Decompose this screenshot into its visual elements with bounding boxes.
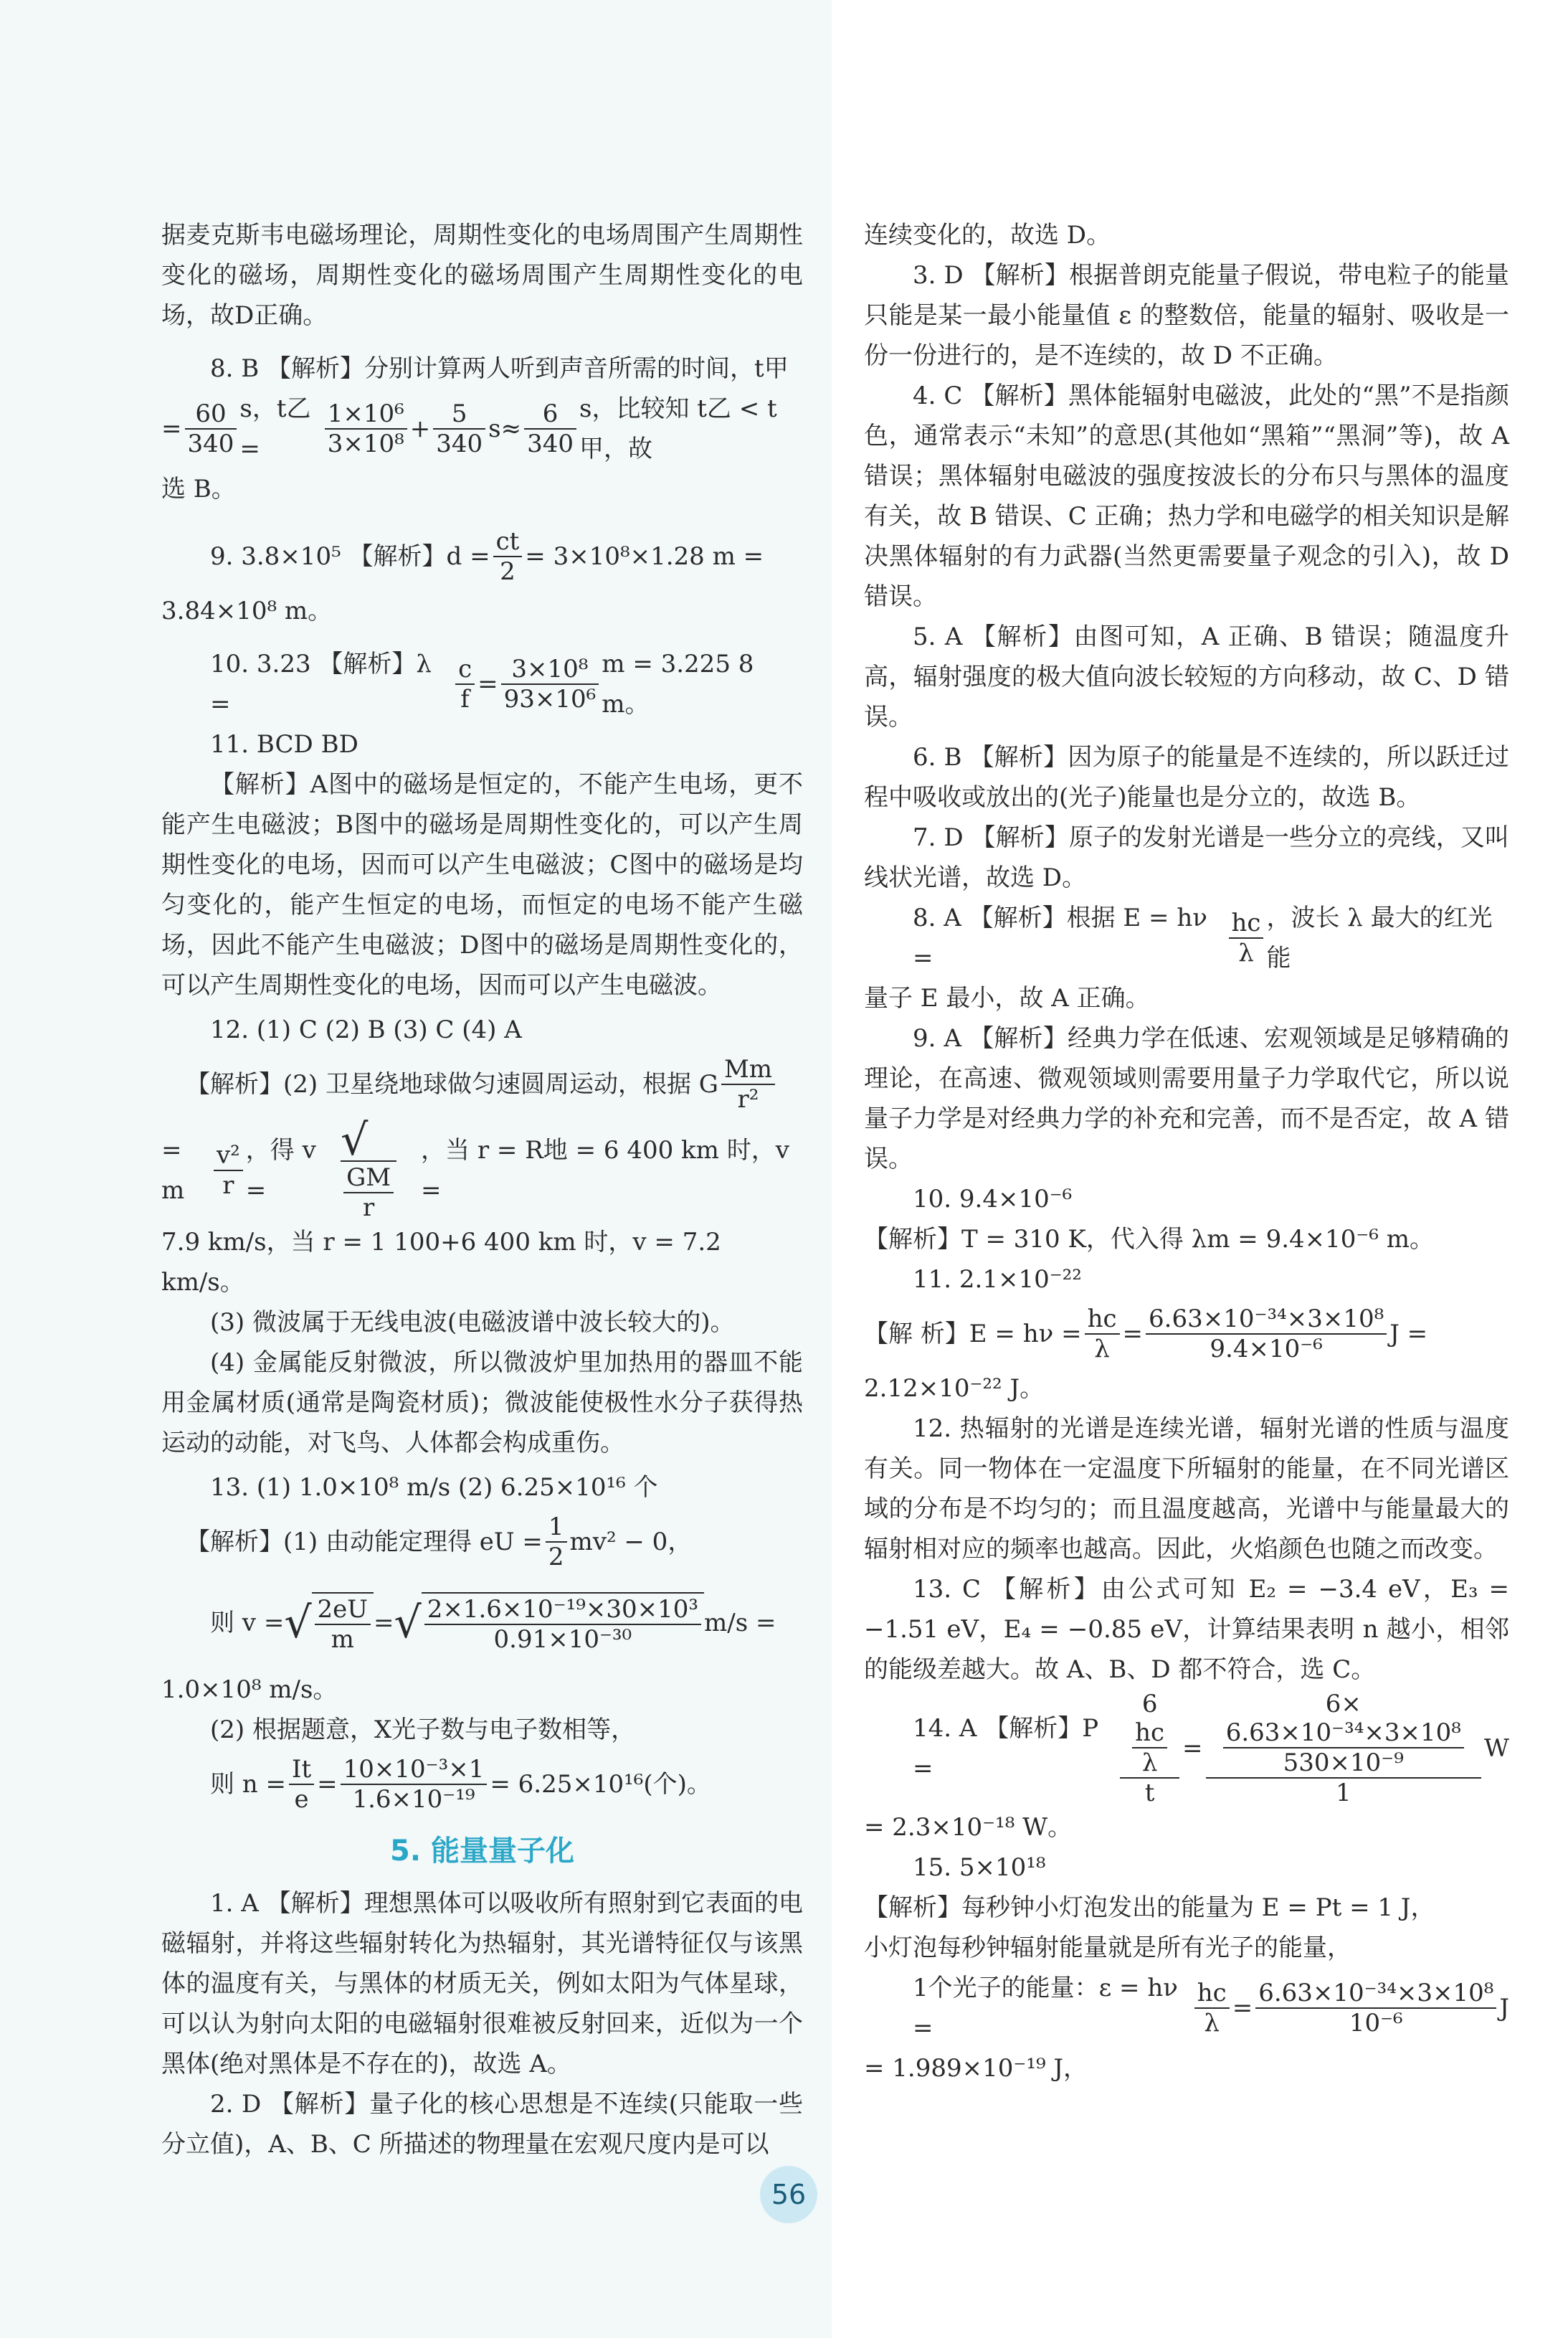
answer-13-line3: 1.0×10⁸ m/s。 [161,1675,338,1704]
numerator: GM [346,1163,391,1192]
text: m = 3.225 8 m。 [602,650,754,719]
section5-answer-1: 1. A 【解析】理想黑体可以吸收所有照射到它表面的电磁辐射，并将这些辐射转化为热辐射，其光谱特征仅与该黑体的温度有关，与黑体的材质无关，例如太阳为气体星球，可以认为射向太阳的电磁辐射很难被反射回来，近似为一个黑体(绝对黑体是不存在的)，故选 A。 [161,1889,803,2078]
numerator: hc [1197,1979,1227,2007]
answer-11-head: 11. BCD BD [210,730,358,759]
coefficient: 6 [1141,1690,1158,1718]
section5-answer-14-equation [864,1690,1509,1807]
answer-8-line3: 选 B。 [161,475,236,503]
plus-sign: + [409,415,431,443]
denominator: 340 [185,428,237,458]
denominator: m [315,1624,371,1654]
answer-12-line2 [161,1115,803,1222]
fraction [1255,1979,1496,2038]
fraction [185,399,237,458]
numerator: 6.63×10⁻³⁴×3×10⁸ [1258,1979,1494,2007]
numerator: 1×10⁶ [327,399,404,428]
fraction [289,1755,314,1814]
answer-13-line5 [161,1750,803,1819]
numerator: 2×1.6×10⁻¹⁹×30×10³ [427,1595,698,1624]
text: 【解析】(2) 卫星绕地球做匀速圆周运动，根据 G [186,1070,718,1099]
fraction [1194,1979,1230,2038]
numerator: hc [1087,1305,1117,1333]
answer-12-part4: (4) 金属能反射微波，所以微波炉里加热用的器皿不能用金属材质(通常是陶瓷材质)；微波能使极性水分子获得热运动的动能，对飞鸟、人体都会构成重伤。 [161,1348,803,1457]
fraction [524,399,576,458]
text: = 6.25×10¹⁶(个)。 [490,1770,711,1799]
square-root: √ $\frac{2eU}{m}$ [284,1592,374,1654]
left-column [161,215,803,2164]
numerator: 6.63×10⁻³⁴×3×10⁸ [1225,1718,1461,1747]
eq-sign: = [477,670,498,699]
text: ，当 r = R地 = 6 400 km 时，v = [421,1136,789,1205]
denominator: 1 [1206,1777,1482,1807]
paragraph-maxwell: 据麦克斯韦电磁场理论，周期性变化的电场周围产生周期性变化的磁场，周期性变化的磁场周围产生周期性变化的电场，故D正确。 [161,221,803,330]
text: 【解 析】E = hν = [864,1320,1082,1348]
section5-answer-6: 6. B 【解析】因为原子的能量是不连续的，所以跃迁过程中吸收或放出的(光子)能量也是分立的，故选 B。 [864,743,1509,812]
section5-answer-9: 9. A 【解析】经典力学在低速、宏观领域是足够精确的理论，在高速、微观领域则需要用量子力学取代它，所以说量子力学是对经典力学的补充和完善，而不是否定，故 A 错误。 [864,1024,1509,1173]
eq-sign: = [1182,1734,1203,1763]
numerator: 6.63×10⁻³⁴×3×10⁸ [1149,1305,1384,1333]
denominator: 1.6×10⁻¹⁹ [341,1784,488,1814]
text: 9. 3.8×10⁵ 【解析】d = [210,542,490,571]
numerator: 2eU [317,1595,368,1624]
page-number: 56 [760,2166,817,2223]
eq-sign: = [1122,1320,1144,1348]
numerator: c [458,655,472,683]
text: = m [161,1136,185,1205]
denominator: e [289,1784,314,1814]
fraction [1132,1718,1167,1777]
text: s，t乙 = [239,394,311,463]
section5-answer-15-line1: 【解析】每秒钟小灯泡发出的能量为 E = Pt = 1 J， [864,1893,1435,1922]
section5-answer-15-head: 15. 5×10¹⁸ [913,1853,1046,1882]
fraction [501,655,599,714]
answer-8-line1: 8. B 【解析】分别计算两人听到声音所需的时间，t甲 [210,354,789,383]
answer-11-explanation: 【解析】A图中的磁场是恒定的，不能产生电场，更不能产生电磁波；B图中的磁场是周期性变化的，可以产生周期性变化的电场，因而可以产生电磁波；C图中的磁场是均匀变化的，能产生恒定的电场，而恒定的电场不能产生磁场，因此不能产生电磁波；D图中的磁场是周期性变化的，可以产生周期性变化的电场，因而可以产生电磁波。 [161,770,803,1000]
answer-9-equation [161,522,803,591]
section5-answer-15-line2: 小灯泡每秒钟辐射能量就是所有光子的能量， [864,1934,1351,1962]
section5-answer-10-head: 10. 9.4×10⁻⁶ [913,1185,1073,1213]
denominator: 9.4×10⁻⁶ [1146,1333,1387,1363]
denominator: 10⁻⁶ [1255,2007,1496,2038]
numerator: Mm [723,1055,772,1084]
answer-12-line1 [161,1050,803,1119]
answer-10-equation [161,644,803,724]
text: s，比较知 t乙 < t甲，故 [579,394,777,463]
answer-12-part3: (3) 微波属于无线电波(电磁波谱中波长较大的)。 [210,1308,735,1337]
text: mv² − 0， [569,1528,693,1556]
denominator: 93×10⁶ [501,683,599,714]
denominator: 2 [493,556,523,586]
section5-answer-11-line2: 2.12×10⁻²² J。 [864,1374,1045,1403]
text: J = [1389,1320,1428,1348]
eq-sign: = [1232,1994,1253,2022]
text: J [1499,1994,1509,2022]
numerator: 5 [451,399,467,428]
denominator: λ [1132,1747,1167,1777]
right-column [864,215,1509,2088]
numerator: 3×10⁸ [511,655,589,683]
numerator [1206,1690,1482,1777]
text: 1个光子的能量：ε = hν = [913,1974,1178,2043]
fraction [325,399,407,458]
numerator [1120,1690,1179,1777]
eq-sign: = [317,1770,338,1799]
section5-answer-4: 4. C 【解析】黑体能辐射电磁波，此处的“黑”不是指颜色，通常表示“未知”的意思(其他如“黑箱”“黑洞”等)，故 A 错误；黑体辐射电磁波的强度按波长的分布只与黑体的温度有关，故 B 错误、C 正确；热力学和电磁学的相关知识是解决黑体辐射的有力武器(当然更需要量子观念的引入)，故 D 错误。 [864,382,1509,611]
section5-answer-11-equation [864,1300,1509,1368]
text: s≈ [488,415,522,443]
eq-sign: = [373,1609,394,1637]
numerator: 60 [195,399,227,428]
text: 10. 3.23 【解析】λ = [210,650,432,719]
answer-13-line4: (2) 根据题意，X光子数与电子数相等， [210,1715,636,1744]
section5-answer-12: 12. 热辐射的光谱是连续光谱，辐射光谱的性质与温度有关。同一物体在一定温度下所辐射的能量，在不同光谱区域的分布是不均匀的；而且温度越高，光谱中与能量最大的辐射相对应的频率也越高。因此，火焰颜色也随之而改变。 [864,1414,1509,1563]
denominator: r² [721,1084,775,1114]
text: W [1484,1734,1509,1763]
text: 则 n = [210,1770,287,1799]
section5-answer-15-line3: = 1.989×10⁻¹⁹ J， [864,2054,1088,2083]
fraction [1229,909,1264,967]
text: 则 v = [210,1609,285,1637]
denominator: f [455,683,475,714]
numerator: It [292,1755,312,1784]
answer-8-equation [161,389,803,469]
answer-9-line2: 3.84×10⁸ m。 [161,597,333,625]
text: = 3×10⁸×1.28 m = [525,542,764,571]
section5-answer-15-equation [864,1968,1509,2048]
section5-answer-7: 7. D 【解析】原子的发射光谱是一些分立的亮线，又叫线状光谱，故选 D。 [864,823,1509,892]
fraction [493,527,523,586]
numerator: v² [216,1141,240,1170]
fraction [1146,1305,1387,1363]
section-title: 5. 能量量子化 [390,1835,574,1868]
section5-answer-8-line2: 量子 E 最小，故 A 正确。 [864,984,1150,1013]
section5-answer-8-equation [864,898,1509,978]
denominator: 2 [546,1541,567,1571]
fraction [341,1755,488,1814]
section5-answer-13: 13. C 【解析】由公式可知 E₂ = −3.4 eV，E₃ = −1.51 eV，E₄ = −0.85 eV，计算结果表明 n 越小，相邻的能级差越大。故 A、B、D 都不符合，选 C。 [864,1575,1509,1684]
numerator: 1 [548,1513,564,1541]
denominator: λ [1085,1333,1120,1363]
text: 【解析】(1) 由动能定理得 eU = [186,1528,543,1556]
answer-13-head: 13. (1) 1.0×10⁸ m/s (2) 6.25×10¹⁶ 个 [210,1473,658,1502]
denominator: λ [1229,937,1264,967]
answer-2-continued: 连续变化的，故选 D。 [864,221,1111,250]
text: ，波长 λ 最大的红光能 [1266,904,1493,972]
denominator: λ [1194,2007,1230,2038]
denominator: 530×10⁻⁹ [1223,1747,1464,1777]
fraction [214,1141,243,1200]
fraction [455,655,475,714]
numerator: 6 [542,399,559,428]
compound-fraction [1206,1690,1482,1807]
text: 8. A 【解析】根据 E = hν = [913,904,1207,972]
square-root: √ $\frac{\text{2×1.6×10⁻¹⁹×30×10³}}{\text{0.91×10⁻³⁰}}$ [394,1592,704,1654]
numerator: ct [495,527,520,556]
denominator: t [1120,1777,1179,1807]
square-root: √ $\frac{GM}{r}$ [341,1119,421,1222]
denominator: 0.91×10⁻³⁰ [424,1624,701,1654]
section5-answer-11-head: 11. 2.1×10⁻²² [913,1265,1082,1294]
answer-12-line3: 7.9 km/s，当 r = 1 100+6 400 km 时，v = 7.2 km/s。 [161,1228,721,1297]
fraction [433,399,485,458]
text: 14. A 【解析】P = [913,1714,1099,1783]
text: ，得 v = [245,1136,316,1205]
section5-answer-10-body: 【解析】T = 310 K，代入得 λm = 9.4×10⁻⁶ m。 [864,1225,1435,1254]
fraction [546,1513,567,1571]
eq-sign: = [161,415,182,443]
fraction [1085,1305,1120,1363]
fraction [721,1055,775,1114]
numerator: hc [1135,1718,1165,1747]
denominator: 340 [524,428,576,458]
section5-answer-3: 3. D 【解析】根据普朗克能量子假说，带电粒子的能量只能是某一最小能量值 ε 的整数倍，能量的辐射、吸收是一份一份进行的，是不连续的，故 D 不正确。 [864,261,1509,370]
denominator: r [343,1192,394,1222]
denominator: 3×10⁸ [325,428,407,458]
answer-13-line2 [161,1576,803,1670]
fraction [1223,1718,1464,1777]
section5-answer-2: 2. D 【解析】量子化的核心思想是不连续(只能取一些分立值)，A、B、C 所描述的物理量在宏观尺度内是可以 [161,2090,803,2159]
answer-12-head: 12. (1) C (2) B (3) C (4) A [210,1016,522,1044]
section5-answer-5: 5. A 【解析】由图可知，A 正确、B 错误；随温度升高，辐射强度的极大值向波长较短的方向移动，故 C、D 错误。 [864,623,1509,732]
numerator: 10×10⁻³×1 [343,1755,485,1784]
denominator: r [214,1170,243,1200]
section5-answer-14-line2: = 2.3×10⁻¹⁸ W。 [864,1813,1073,1842]
text: m/s = [704,1609,776,1637]
denominator: 340 [433,428,485,458]
answer-13-line1 [161,1508,803,1576]
numerator: hc [1231,909,1261,937]
coefficient: 6× [1325,1690,1362,1718]
compound-fraction [1120,1690,1179,1807]
